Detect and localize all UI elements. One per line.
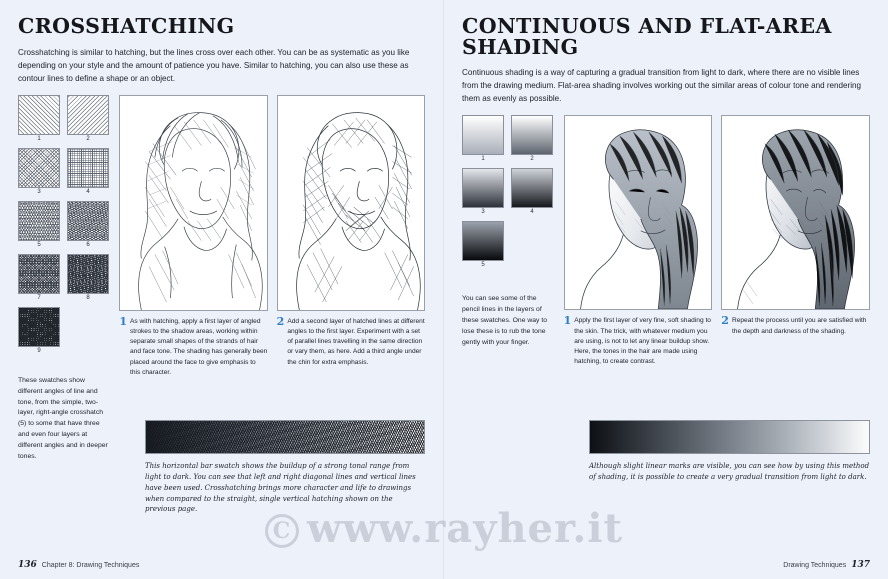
step-2-caption-right <box>721 316 870 336</box>
footer-left <box>18 560 139 570</box>
swatch-cell <box>67 95 109 142</box>
swatch-label: 6 <box>86 241 90 248</box>
tone-sample-3 <box>462 168 504 208</box>
copyright-icon: C <box>265 514 299 548</box>
tone-sample-5 <box>462 221 504 261</box>
page-number-right: 137 <box>851 560 870 570</box>
portrait-shading-step-2 <box>721 115 870 310</box>
tonal-bar-caption-right: Although slight linear marks are visible, you can see how by using this method of shading, it is possible to create a very gradual transition from light to dark. <box>589 462 870 481</box>
swatch-note-left: These swatches show different angles of line and tone, from the simple, two-layer, right-angle crosshatch (5) to some that have three and even four layers at different angles and in deeper tones. <box>18 376 108 460</box>
swatch-cell <box>18 307 60 354</box>
swatch-sample-2 <box>67 95 109 135</box>
crosshatch-swatch-grid <box>18 95 110 354</box>
swatch-sample-1 <box>18 95 60 135</box>
swatch-cell <box>462 221 504 268</box>
swatch-cell <box>67 148 109 195</box>
tonal-bar-block-left <box>145 420 425 515</box>
swatch-sample-5 <box>18 201 60 241</box>
page-number-left: 136 <box>18 560 37 570</box>
footer-chapter-left: Chapter 8: Drawing Techniques <box>41 562 140 569</box>
step-1-block-left <box>119 95 267 378</box>
step-1-caption-right <box>564 316 713 367</box>
swatch-label: 1 <box>37 135 41 142</box>
swatch-cell <box>462 115 504 162</box>
swatch-cell <box>511 168 553 215</box>
right-content-row <box>462 115 870 367</box>
shading-swatch-grid <box>462 115 555 268</box>
swatch-sample-9 <box>18 307 60 347</box>
swatch-cell <box>18 254 60 301</box>
crosshatch-gradient-bar <box>145 420 425 454</box>
swatch-label: 9 <box>37 347 41 354</box>
swatch-cell <box>511 115 553 162</box>
swatch-label: 3 <box>37 188 41 195</box>
watermark-text: www.rayher.it <box>307 505 623 552</box>
page-title-right: CONTINUOUS AND FLAT-AREA SHADING <box>462 14 832 59</box>
step-number: 2 <box>721 314 729 328</box>
swatch-label: 7 <box>37 294 41 301</box>
step-text: As with hatching, apply a first layer of angled strokes to the shadow areas, working within separate small shapes of the strands of hair and face tone. The shading has generally been placed around the face to give emphasis to this character. <box>130 317 268 376</box>
step-2-block-left <box>277 95 425 368</box>
swatch-sample-3 <box>18 148 60 188</box>
swatch-label: 4 <box>530 209 534 216</box>
swatch-cell <box>18 201 60 248</box>
swatch-label: 2 <box>86 135 90 142</box>
page-title-left: CROSSHATCHING <box>18 14 235 38</box>
swatch-cell <box>18 95 60 142</box>
portrait-shading-step-1 <box>564 115 713 310</box>
portrait-drawing-step-1 <box>119 95 267 311</box>
tone-sample-1 <box>462 115 504 155</box>
swatch-sample-6 <box>67 201 109 241</box>
swatch-label: 4 <box>86 188 90 195</box>
footer-right <box>783 560 870 570</box>
swatch-sample-8 <box>67 254 109 294</box>
crosshatch-swatch-column <box>18 95 110 470</box>
swatch-cell <box>67 254 109 301</box>
swatch-label: 2 <box>530 156 534 163</box>
swatch-sample-7 <box>18 254 60 294</box>
swatch-label: 5 <box>481 262 485 269</box>
tonal-bar-block-right <box>589 420 870 483</box>
left-content-row <box>18 95 425 470</box>
step-number: 2 <box>276 314 285 328</box>
swatch-note-right: You can see some of the pencil lines in the layers of these swatches. One way to lose these is to rub the tone gently with your finger. <box>462 295 548 346</box>
step-text: Repeat the process until you are satisfied with the depth and darkness of the shading. <box>731 317 867 335</box>
footer-chapter-right: Drawing Techniques <box>783 562 847 569</box>
swatch-cell <box>18 148 60 195</box>
step-1-caption-left <box>119 314 268 378</box>
tonal-bar-caption-left: This horizontal bar swatch shows the buildup of a strong tonal range from light to dark. You can see that left and right diagonal lines and vertical lines have been used. Crosshatching brings more character and life to drawings when compared to the straight, single vertical hatching shown on the previous page. <box>145 462 416 514</box>
step-text: Apply the first layer of very fine, soft shading to the skin. The trick, with whatever medium you are using, is not to let any linear buildup show. Here, the tones in the hair are made using hatching, to create contrast. <box>574 317 711 366</box>
portrait-drawing-step-2 <box>277 95 425 311</box>
step-1-block-right <box>564 115 713 367</box>
intro-paragraph-right: Continuous shading is a way of capturing a gradual transition from light to dark, where there are no visible lines from the drawing medium. Flat-area shading involves working out the similar areas of colour tone and rendering them as evenly as possible. <box>462 68 862 104</box>
step-2-caption-left <box>276 314 425 368</box>
swatch-label: 1 <box>481 156 485 163</box>
step-text: Add a second layer of hatched lines at different angles to the first layer. Experiment with a set of parallel lines travelling in the same direction or vary them, as here. Add a third angle under the chin for extra emphasis. <box>287 317 425 366</box>
step-2-block-right <box>721 115 870 336</box>
step-number: 1 <box>119 314 127 328</box>
tone-sample-4 <box>511 168 553 208</box>
intro-paragraph-left: Crosshatching is similar to hatching, but the lines cross over each other. You can be as systematic as you like depending on your style and the amount of patience you have. Similar to hatching, you can also use these as contour lines to define a shape or an object. <box>18 47 410 83</box>
swatch-label: 3 <box>481 209 485 216</box>
swatch-cell <box>67 201 109 248</box>
shading-swatch-column <box>462 115 555 355</box>
right-page <box>444 0 888 579</box>
swatch-sample-4 <box>67 148 109 188</box>
continuous-gradient-bar <box>589 420 870 454</box>
swatch-label: 8 <box>86 294 90 301</box>
tone-sample-2 <box>511 115 553 155</box>
swatch-cell <box>462 168 504 215</box>
swatch-label: 5 <box>37 241 41 248</box>
step-number: 1 <box>563 314 572 328</box>
